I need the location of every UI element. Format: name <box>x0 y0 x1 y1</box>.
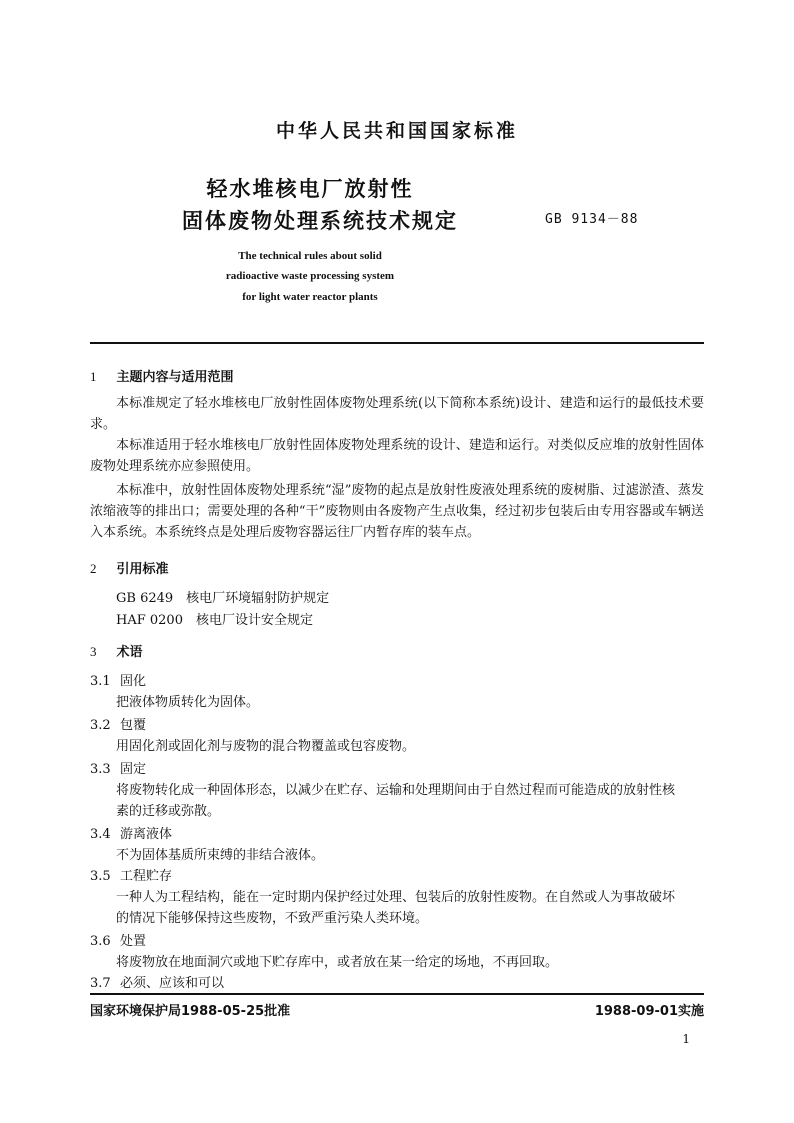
section-1-para-1: 本标准规定了轻水堆核电厂放射性固体废物处理系统(以下简称本系统)设计、建造和运行的最低技术要求。 <box>90 396 704 432</box>
term-number: 3.6 <box>90 934 111 949</box>
term-3-4-heading <box>90 823 172 842</box>
term-3-3-definition-cont: 素的迁移或弥散。 <box>116 804 221 819</box>
term-3-1-heading <box>90 670 146 689</box>
national-standard-heading: 中华人民共和国国家标准 <box>275 120 518 142</box>
term-number: 3.7 <box>90 976 111 991</box>
term-number: 3.2 <box>90 718 111 733</box>
english-title-line-3: for light water reactor plants <box>242 291 378 303</box>
reference-haf0200: HAF 0200 核电厂设计安全规定 <box>116 613 313 628</box>
term-3-2-heading <box>90 714 146 733</box>
page-number: 1 <box>682 1032 690 1046</box>
term-3-5-definition: 一种人为工程结构，能在一定时期内保护经过处理、包装后的放射性废物。在自然或人为事故破坏 <box>116 890 676 905</box>
term-3-4-definition: 不为固体基质所束缚的非结合液体。 <box>116 848 325 863</box>
section-3-number: 3 <box>90 644 97 659</box>
term-3-2-definition: 用固化剂或固化剂与废物的混合物覆盖或包容废物。 <box>116 739 416 754</box>
title-line-1: 轻水堆核电厂放射性 <box>206 176 414 201</box>
section-1-heading <box>90 366 234 385</box>
section-1-title: 主题内容与适用范围 <box>116 370 234 385</box>
title-line-2: 固体废物处理系统技术规定 <box>182 208 458 233</box>
section-1-para-3: 本标准中，放射性固体废物处理系统“湿”废物的起点是放射性废液处理系统的废树脂、过滤淤渣、蒸发浓缩液等的排出口；需要处理的各种“干”废物则由各废物产生点收集，经过初步包装后由专用容器或车辆送入本系统。本系统终点是处理后废物容器运往厂内暂存库的装车点。 <box>90 483 704 540</box>
term-number: 3.4 <box>90 827 111 842</box>
term-number: 3.1 <box>90 674 111 689</box>
implementation-date: 1988-09-01实施 <box>594 1004 704 1019</box>
footer-divider <box>90 993 704 995</box>
term-3-7-heading <box>90 972 224 991</box>
term-number: 3.3 <box>90 762 111 777</box>
term-3-5-definition-cont: 的情况下能够保持这些废物，不致严重污染人类环境。 <box>116 911 429 926</box>
reference-gb6249: GB 6249 核电厂环境辐射防护规定 <box>116 591 330 606</box>
term-label: 工程贮存 <box>120 869 173 884</box>
section-2-number: 2 <box>90 561 97 576</box>
section-1-para-2: 本标准适用于轻水堆核电厂放射性固体废物处理系统的设计、建造和运行。对类似反应堆的放射性固体废物处理系统亦应参照使用。 <box>90 438 704 474</box>
term-3-1-definition: 把液体物质转化为固体。 <box>116 695 260 710</box>
approval-date: 国家环境保护局1988-05-25批准 <box>90 1004 291 1019</box>
term-label: 包覆 <box>120 718 147 733</box>
term-label: 处置 <box>120 934 147 949</box>
section-1-number: 1 <box>90 369 97 384</box>
term-label: 固定 <box>120 762 147 777</box>
term-label: 必须、应该和可以 <box>120 976 225 991</box>
term-3-6-definition: 将废物放在地面洞穴或地下贮存库中，或者放在某一给定的场地，不再回取。 <box>116 955 559 970</box>
section-2-title: 引用标准 <box>116 562 169 577</box>
term-label: 固化 <box>120 674 147 689</box>
term-3-3-heading <box>90 758 146 777</box>
term-label: 游离液体 <box>120 827 173 842</box>
header-divider <box>90 342 704 344</box>
section-3-title: 术语 <box>116 645 143 660</box>
term-number: 3.5 <box>90 869 111 884</box>
section-3-heading <box>90 641 143 660</box>
standard-code: GB 9134－88 <box>545 212 639 227</box>
section-2-heading <box>90 558 169 577</box>
term-3-6-heading <box>90 930 146 949</box>
term-3-3-definition: 将废物转化成一种固体形态，以减少在贮存、运输和处理期间由于自然过程而可能造成的放射性核 <box>116 783 676 798</box>
term-3-5-heading <box>90 865 172 884</box>
english-title-line-1: The technical rules about solid <box>238 250 382 262</box>
english-title-line-2: radioactive waste processing system <box>225 270 395 282</box>
